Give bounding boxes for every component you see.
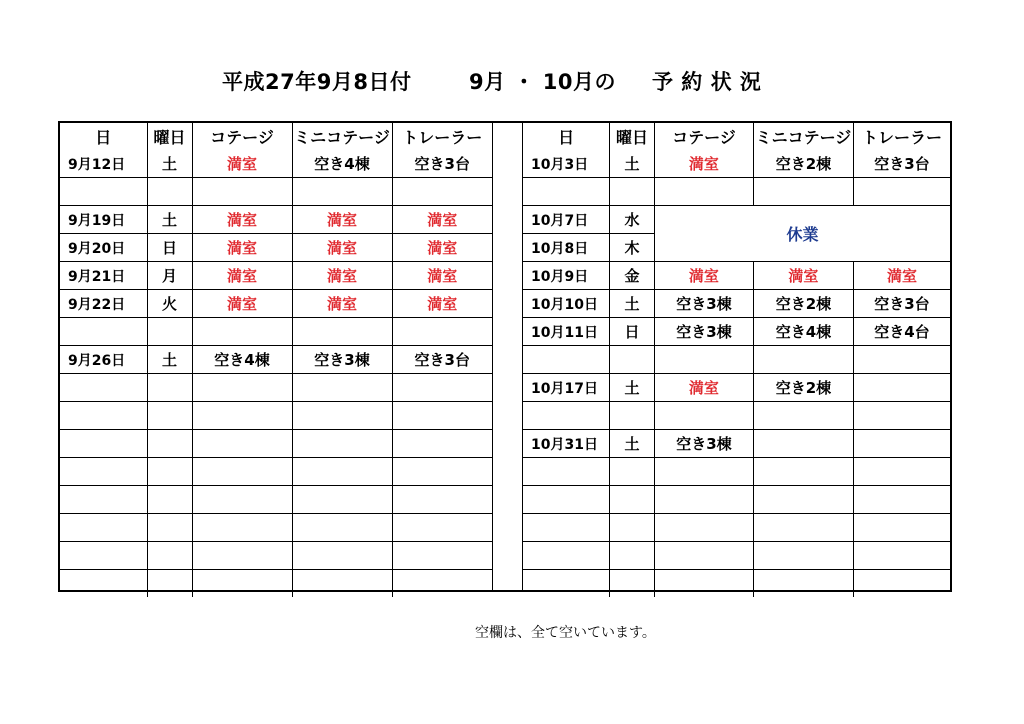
- mini-cottage-status-cell: [753, 514, 853, 542]
- mini-cottage-status-cell: [292, 486, 392, 514]
- table-row: [60, 178, 492, 206]
- title-months: 9月 ・ 10月の: [469, 70, 616, 94]
- weekday-cell: 火: [147, 290, 192, 318]
- trailer-status-cell: [853, 458, 950, 486]
- table-row: [523, 346, 950, 374]
- date-cell: [60, 178, 147, 206]
- cottage-status-cell: [192, 430, 292, 458]
- table-row: [60, 262, 492, 290]
- cottage-status-cell: 満室: [192, 290, 292, 318]
- cottage-status-cell: [192, 318, 292, 346]
- weekday-cell: 土: [610, 290, 655, 318]
- weekday-cell: [147, 430, 192, 458]
- table-row: [523, 262, 950, 290]
- mini-cottage-status-cell: 空き3棟: [292, 346, 392, 374]
- header-trailer: トレーラー: [853, 123, 950, 150]
- date-cell: [60, 430, 147, 458]
- trailer-status-cell: 満室: [392, 234, 492, 262]
- table-row: [60, 374, 492, 402]
- weekday-cell: [610, 542, 655, 570]
- weekday-cell: 金: [610, 262, 655, 290]
- mini-cottage-status-cell: [753, 570, 853, 598]
- table-row: [523, 206, 950, 234]
- date-cell: [523, 402, 610, 430]
- date-cell: [60, 570, 147, 598]
- weekday-cell: 日: [610, 318, 655, 346]
- weekday-cell: 水: [610, 206, 655, 234]
- table-row: [60, 458, 492, 486]
- header-trailer: トレーラー: [392, 123, 492, 150]
- weekday-cell: [610, 178, 655, 206]
- cottage-status-cell: [654, 458, 753, 486]
- cottage-status-cell: 空き4棟: [192, 346, 292, 374]
- trailer-status-cell: 空き3台: [392, 346, 492, 374]
- cottage-status-cell: 満室: [654, 374, 753, 402]
- mini-cottage-status-cell: 満室: [753, 262, 853, 290]
- weekday-cell: 月: [147, 262, 192, 290]
- header-row: [523, 123, 950, 150]
- table-row: [60, 430, 492, 458]
- mini-cottage-status-cell: [292, 514, 392, 542]
- header-weekday: 曜日: [147, 123, 192, 150]
- trailer-status-cell: 満室: [392, 206, 492, 234]
- table-row: [60, 290, 492, 318]
- table-row: [523, 514, 950, 542]
- header-date: 日: [523, 123, 610, 150]
- mini-cottage-status-cell: [292, 458, 392, 486]
- table-row: [60, 542, 492, 570]
- date-cell: 10月7日: [523, 206, 610, 234]
- mini-cottage-status-cell: [753, 542, 853, 570]
- trailer-status-cell: 満室: [392, 290, 492, 318]
- mini-cottage-status-cell: 満室: [292, 290, 392, 318]
- weekday-cell: 土: [147, 346, 192, 374]
- mini-cottage-status-cell: [292, 178, 392, 206]
- date-cell: [60, 458, 147, 486]
- weekday-cell: 土: [147, 150, 192, 178]
- date-cell: 9月26日: [60, 346, 147, 374]
- cottage-status-cell: [192, 402, 292, 430]
- weekday-cell: 土: [610, 374, 655, 402]
- weekday-cell: [610, 486, 655, 514]
- cottage-status-cell: [654, 346, 753, 374]
- weekday-cell: [610, 346, 655, 374]
- table-row: [523, 402, 950, 430]
- date-cell: 10月17日: [523, 374, 610, 402]
- date-cell: 9月22日: [60, 290, 147, 318]
- cottage-status-cell: [654, 542, 753, 570]
- date-cell: [523, 178, 610, 206]
- table-row: [523, 178, 950, 206]
- header-cottage: コテージ: [654, 123, 753, 150]
- trailer-status-cell: 空き3台: [853, 150, 950, 178]
- trailer-status-cell: [853, 486, 950, 514]
- mini-cottage-status-cell: [753, 346, 853, 374]
- mini-cottage-status-cell: 空き4棟: [292, 150, 392, 178]
- date-cell: 10月31日: [523, 430, 610, 458]
- weekday-cell: [147, 486, 192, 514]
- table-row: [523, 290, 950, 318]
- mini-cottage-status-cell: 満室: [292, 206, 392, 234]
- table-row: [60, 514, 492, 542]
- table-row: [523, 570, 950, 598]
- trailer-status-cell: [392, 458, 492, 486]
- date-cell: [60, 486, 147, 514]
- cottage-status-cell: [192, 542, 292, 570]
- trailer-status-cell: [392, 570, 492, 598]
- reservation-schedule: [58, 121, 952, 592]
- trailer-status-cell: [392, 514, 492, 542]
- weekday-cell: [147, 402, 192, 430]
- mini-cottage-status-cell: [753, 486, 853, 514]
- table-row: [523, 542, 950, 570]
- header-weekday: 曜日: [610, 123, 655, 150]
- cottage-status-cell: 空き3棟: [654, 290, 753, 318]
- cottage-status-cell: [654, 514, 753, 542]
- weekday-cell: 木: [610, 234, 655, 262]
- date-cell: [523, 514, 610, 542]
- trailer-status-cell: [392, 178, 492, 206]
- cottage-status-cell: [192, 374, 292, 402]
- table-row: [523, 458, 950, 486]
- weekday-cell: [147, 514, 192, 542]
- mini-cottage-status-cell: [292, 542, 392, 570]
- date-cell: 9月20日: [60, 234, 147, 262]
- trailer-status-cell: [853, 430, 950, 458]
- cottage-status-cell: [192, 458, 292, 486]
- cottage-status-cell: [192, 178, 292, 206]
- mini-cottage-status-cell: [292, 374, 392, 402]
- table-row: [523, 430, 950, 458]
- table-row: [60, 150, 492, 178]
- date-cell: 10月9日: [523, 262, 610, 290]
- date-cell: [60, 514, 147, 542]
- trailer-status-cell: 空き3台: [853, 290, 950, 318]
- weekday-cell: 土: [147, 206, 192, 234]
- date-cell: [523, 486, 610, 514]
- mini-cottage-status-cell: [292, 570, 392, 598]
- table-row: [60, 234, 492, 262]
- cottage-status-cell: 満室: [192, 206, 292, 234]
- weekday-cell: [147, 318, 192, 346]
- mini-cottage-status-cell: 空き2棟: [753, 150, 853, 178]
- trailer-status-cell: 空き4台: [853, 318, 950, 346]
- title-date: 平成27年9月8日付: [222, 70, 412, 94]
- trailer-status-cell: [392, 402, 492, 430]
- table-row: [60, 206, 492, 234]
- date-cell: 10月10日: [523, 290, 610, 318]
- date-cell: 9月12日: [60, 150, 147, 178]
- cottage-status-cell: [192, 514, 292, 542]
- weekday-cell: [610, 514, 655, 542]
- table-row: [60, 486, 492, 514]
- mini-cottage-status-cell: [753, 402, 853, 430]
- trailer-status-cell: 空き3台: [392, 150, 492, 178]
- date-cell: 9月19日: [60, 206, 147, 234]
- header-mini-cottage: ミニコテージ: [292, 123, 392, 150]
- weekday-cell: 土: [610, 430, 655, 458]
- cottage-status-cell: 満室: [192, 234, 292, 262]
- date-cell: [60, 402, 147, 430]
- trailer-status-cell: [853, 374, 950, 402]
- closed-status-cell: 休業: [654, 206, 950, 262]
- cottage-status-cell: 満室: [192, 150, 292, 178]
- trailer-status-cell: [853, 346, 950, 374]
- date-cell: 9月21日: [60, 262, 147, 290]
- mini-cottage-status-cell: 空き2棟: [753, 374, 853, 402]
- weekday-cell: [147, 542, 192, 570]
- mini-cottage-status-cell: 満室: [292, 234, 392, 262]
- cottage-status-cell: [654, 486, 753, 514]
- table-row: [523, 318, 950, 346]
- cottage-status-cell: 満室: [654, 150, 753, 178]
- date-cell: [523, 458, 610, 486]
- table-row: [60, 402, 492, 430]
- trailer-status-cell: [853, 542, 950, 570]
- date-cell: [60, 318, 147, 346]
- mini-cottage-status-cell: [292, 402, 392, 430]
- date-cell: [523, 542, 610, 570]
- table-row: [523, 486, 950, 514]
- trailer-status-cell: [392, 542, 492, 570]
- cottage-status-cell: [192, 486, 292, 514]
- mini-cottage-status-cell: [753, 178, 853, 206]
- october-table: [523, 123, 950, 597]
- date-cell: [523, 570, 610, 598]
- mini-cottage-status-cell: [292, 318, 392, 346]
- date-cell: [60, 542, 147, 570]
- date-cell: [523, 346, 610, 374]
- date-cell: 10月3日: [523, 150, 610, 178]
- weekday-cell: [147, 570, 192, 598]
- mini-cottage-status-cell: 空き4棟: [753, 318, 853, 346]
- weekday-cell: [610, 570, 655, 598]
- trailer-status-cell: [853, 178, 950, 206]
- trailer-status-cell: [853, 514, 950, 542]
- header-cottage: コテージ: [192, 123, 292, 150]
- trailer-status-cell: [392, 318, 492, 346]
- weekday-cell: 日: [147, 234, 192, 262]
- date-cell: 10月11日: [523, 318, 610, 346]
- mini-cottage-status-cell: [753, 430, 853, 458]
- mini-cottage-status-cell: [753, 458, 853, 486]
- cottage-status-cell: [192, 570, 292, 598]
- cottage-status-cell: [654, 402, 753, 430]
- trailer-status-cell: 満室: [392, 262, 492, 290]
- weekday-cell: [147, 374, 192, 402]
- cottage-status-cell: [654, 570, 753, 598]
- header-row: [60, 123, 492, 150]
- cottage-status-cell: 満室: [192, 262, 292, 290]
- september-table: [60, 123, 492, 597]
- table-row: [523, 150, 950, 178]
- table-row: [523, 374, 950, 402]
- table-divider: [492, 123, 523, 590]
- weekday-cell: [147, 178, 192, 206]
- weekday-cell: [610, 402, 655, 430]
- mini-cottage-status-cell: 満室: [292, 262, 392, 290]
- trailer-status-cell: [853, 570, 950, 598]
- date-cell: 10月8日: [523, 234, 610, 262]
- table-row: [60, 570, 492, 598]
- cottage-status-cell: 空き3棟: [654, 318, 753, 346]
- date-cell: [60, 374, 147, 402]
- weekday-cell: [610, 458, 655, 486]
- cottage-status-cell: 空き3棟: [654, 430, 753, 458]
- table-row: [60, 318, 492, 346]
- weekday-cell: [147, 458, 192, 486]
- header-date: 日: [60, 123, 147, 150]
- cottage-status-cell: [654, 178, 753, 206]
- title-subject: 予 約 状 況: [652, 70, 762, 94]
- trailer-status-cell: 満室: [853, 262, 950, 290]
- table-row: [60, 346, 492, 374]
- weekday-cell: 土: [610, 150, 655, 178]
- footnote: 空欄は、全て空いています。: [475, 625, 656, 641]
- trailer-status-cell: [392, 374, 492, 402]
- cottage-status-cell: 満室: [654, 262, 753, 290]
- trailer-status-cell: [392, 430, 492, 458]
- mini-cottage-status-cell: 空き2棟: [753, 290, 853, 318]
- mini-cottage-status-cell: [292, 430, 392, 458]
- trailer-status-cell: [853, 402, 950, 430]
- header-mini-cottage: ミニコテージ: [753, 123, 853, 150]
- trailer-status-cell: [392, 486, 492, 514]
